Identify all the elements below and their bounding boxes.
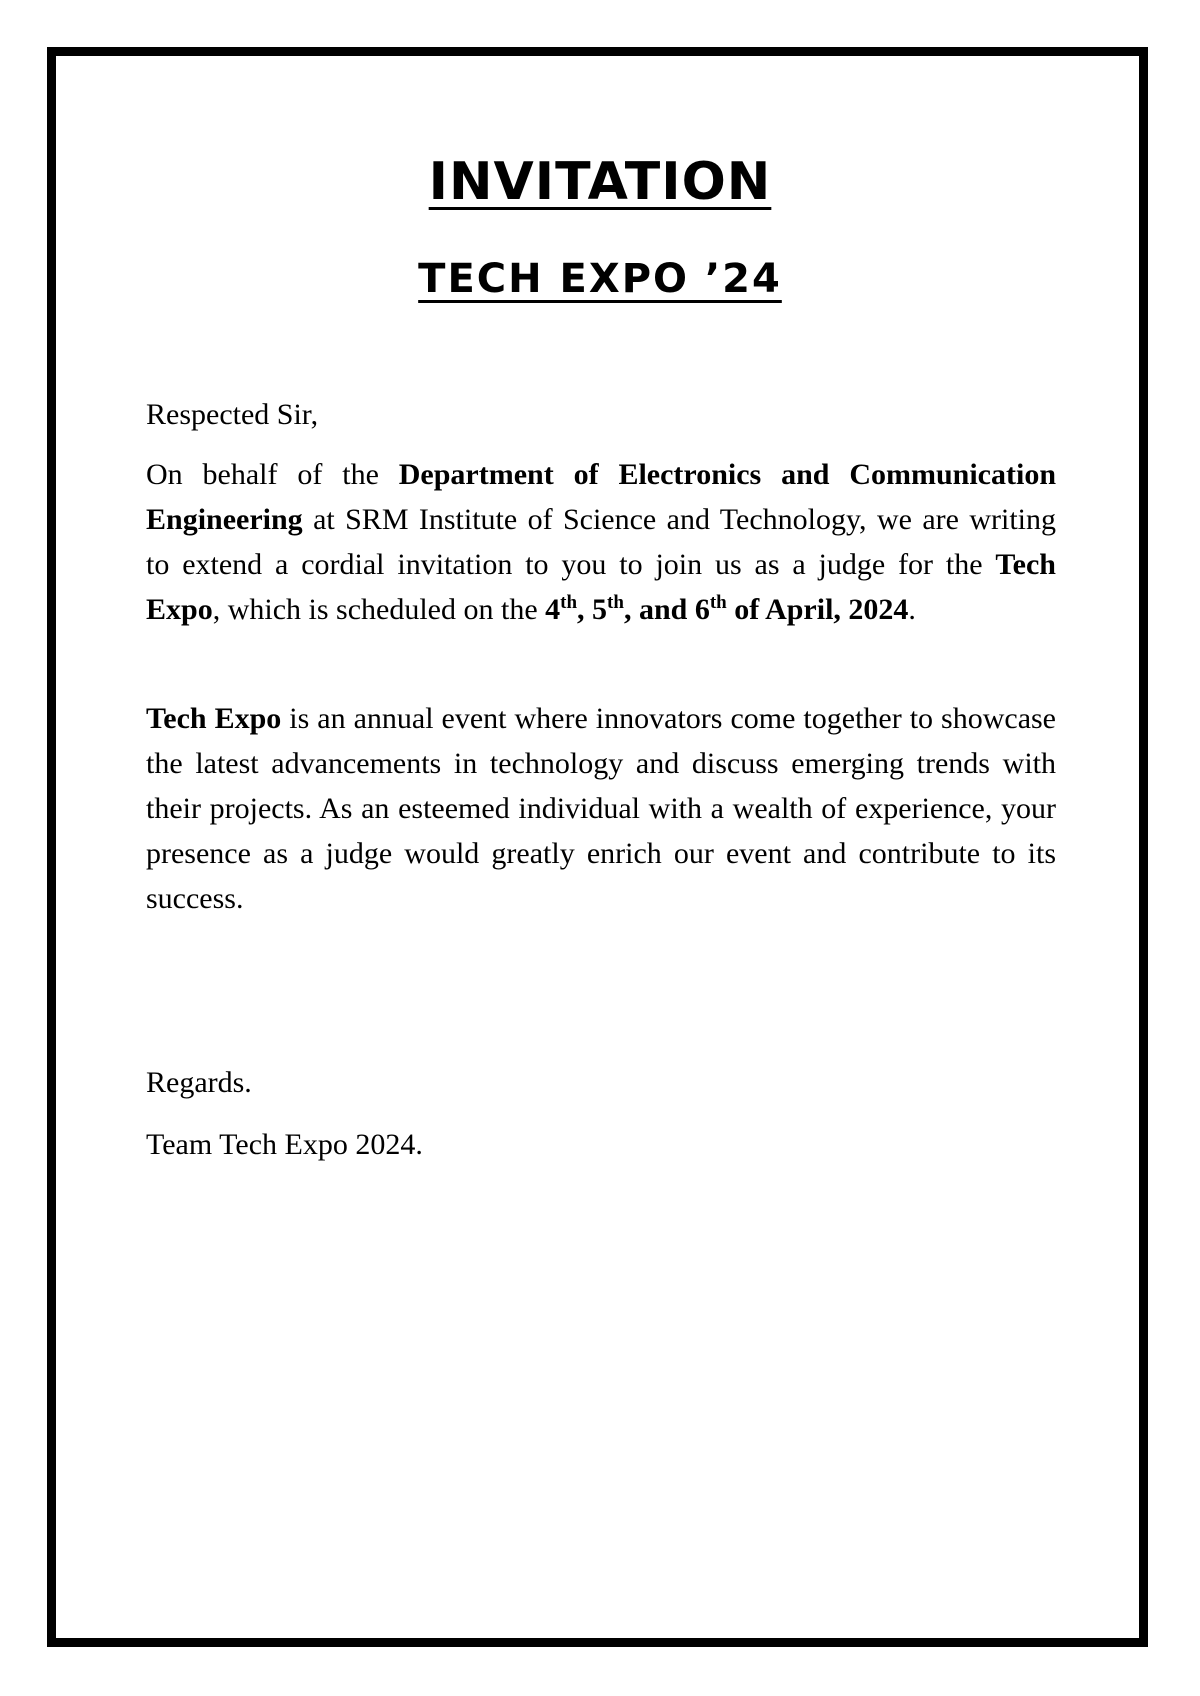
- event-description-paragraph: [146, 696, 1056, 921]
- date-day-3-suffix: th: [709, 592, 727, 613]
- event-subtitle: [0, 256, 1200, 302]
- date-day-2: , 5: [577, 593, 608, 626]
- closing: Regards.: [146, 1066, 252, 1099]
- paragraph1-end: .: [908, 593, 916, 626]
- invitation-title-text: INVITATION: [428, 152, 772, 212]
- date-day-3: , and 6: [623, 593, 710, 626]
- event-description-text: is an annual event where innovators come together to showcase the latest advancements in technology and discuss emerging trends with their projects. As an esteemed individual with a wealth of experience, your presence as a judge would greatly enrich our event and contribute to its success.: [146, 702, 1056, 915]
- date-month-year: of April, 2024: [726, 593, 909, 626]
- invitation-paragraph: [146, 452, 1056, 632]
- salutation: Respected Sir,: [146, 398, 319, 431]
- event-dates: [545, 593, 908, 626]
- event-name: Tech Expo: [146, 548, 1056, 626]
- paragraph1-text-3: , which is scheduled on the: [212, 593, 546, 626]
- paragraph1-text-1: On behalf of the: [146, 458, 399, 491]
- invitation-title: [0, 152, 1200, 212]
- date-day-1-suffix: th: [560, 592, 578, 613]
- date-day-2-suffix: th: [607, 592, 624, 613]
- date-day-1: 4: [545, 593, 561, 626]
- event-subtitle-text: TECH EXPO ’24: [418, 256, 782, 302]
- department-name: Department of Electronics and Communication Engineering: [146, 458, 1056, 536]
- paragraph1-text-2: at SRM Institute of Science and Technology, we are writing to extend a cordial invitation to you to join us as a judge for the: [146, 503, 1056, 581]
- signature: Team Tech Expo 2024.: [146, 1128, 423, 1161]
- event-name-bold: Tech Expo: [146, 702, 282, 735]
